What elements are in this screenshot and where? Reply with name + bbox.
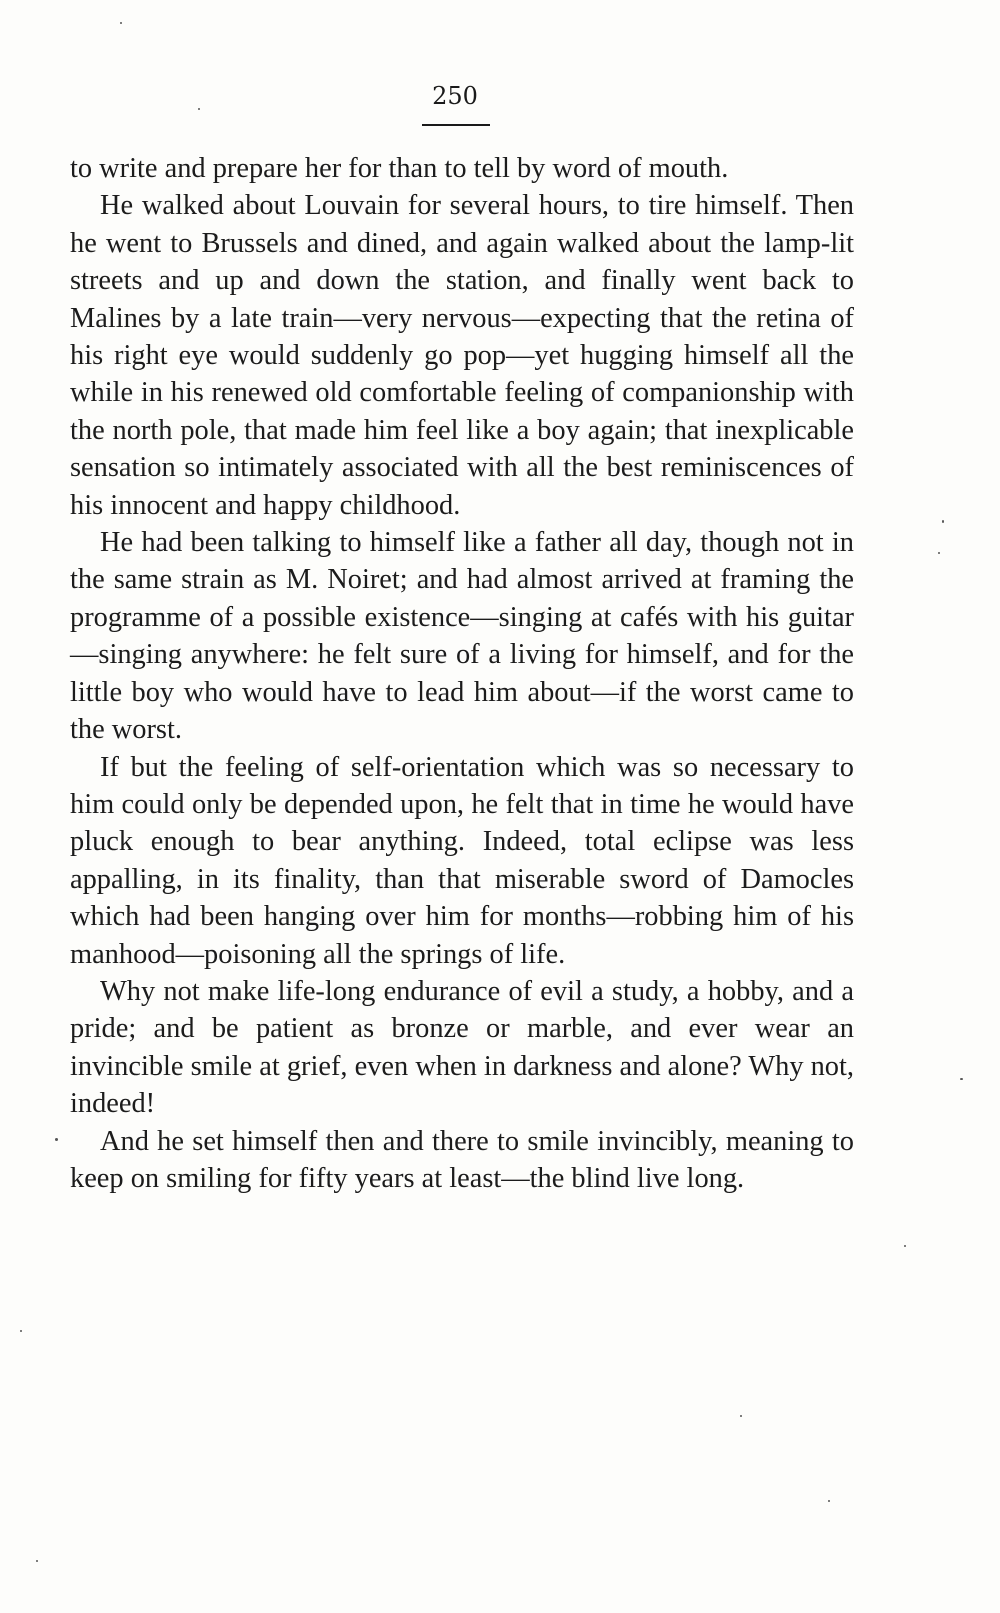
scan-speck: [36, 1560, 38, 1562]
body-text: [70, 150, 854, 1197]
scan-speck: [198, 108, 200, 110]
paragraph-continuation: to write and prepare her for than to tell by word of mouth.: [70, 153, 729, 184]
scan-speck: [20, 1330, 22, 1332]
scan-speck: [120, 22, 122, 24]
scan-speck: [55, 1138, 58, 1141]
scan-speck: [828, 1500, 830, 1502]
scan-speck: [904, 1245, 906, 1247]
scan-speck: [960, 1078, 963, 1080]
scan-speck: [938, 552, 940, 554]
paragraph-self-orientation: If but the feeling of self-orientation which was so necessary to him could only be depended upon, he felt that in time he would have pluck enough to bear anything. Indeed, total eclipse was less appalling, in its finality, than that miserable sword of Damocles which had been hanging over him for months—robbing him of his manhood—poisoning all the springs of life.: [70, 751, 854, 970]
header-rule: [422, 124, 490, 126]
paragraph-talking-to-himself: He had been talking to himself like a father all day, though not in the same strain as M. Noiret; and had almost arrived at framing the programme of a possible existence—singing at cafés with his guitar—singing anywhere: he felt sure of a living for himself, and for the little boy who would have to lead him about—if the worst came to the worst.: [70, 527, 854, 746]
paragraph-endurance: Why not make life-long endurance of evil a study, a hobby, and a pride; and be patient as bronze or marble, and ever wear an invincible smile at grief, even when in darkness and alone? Why not, indeed!: [70, 975, 854, 1120]
scan-speck: [740, 1415, 742, 1417]
paragraph-smile-invincibly: And he set himself then and there to smile invincibly, meaning to keep on smiling for fifty years at least—the blind live long.: [70, 1125, 854, 1194]
page-number: 250: [432, 82, 478, 110]
paragraph-louvain-walk: He walked about Louvain for several hours, to tire himself. Then he went to Brussels and dined, and again walked about the lamp-lit streets and up and down the station, and finally went back to Malines by a late train—very nervous—expecting that the retina of his right eye would suddenly go pop—yet hugging himself all the while in his renewed old comfortable feeling of companionship with the north pole, that made him feel like a boy again; that inexplicable sensation so intimately associated with all the best reminiscences of his innocent and happy childhood.: [70, 190, 854, 521]
scan-speck: [942, 520, 944, 523]
